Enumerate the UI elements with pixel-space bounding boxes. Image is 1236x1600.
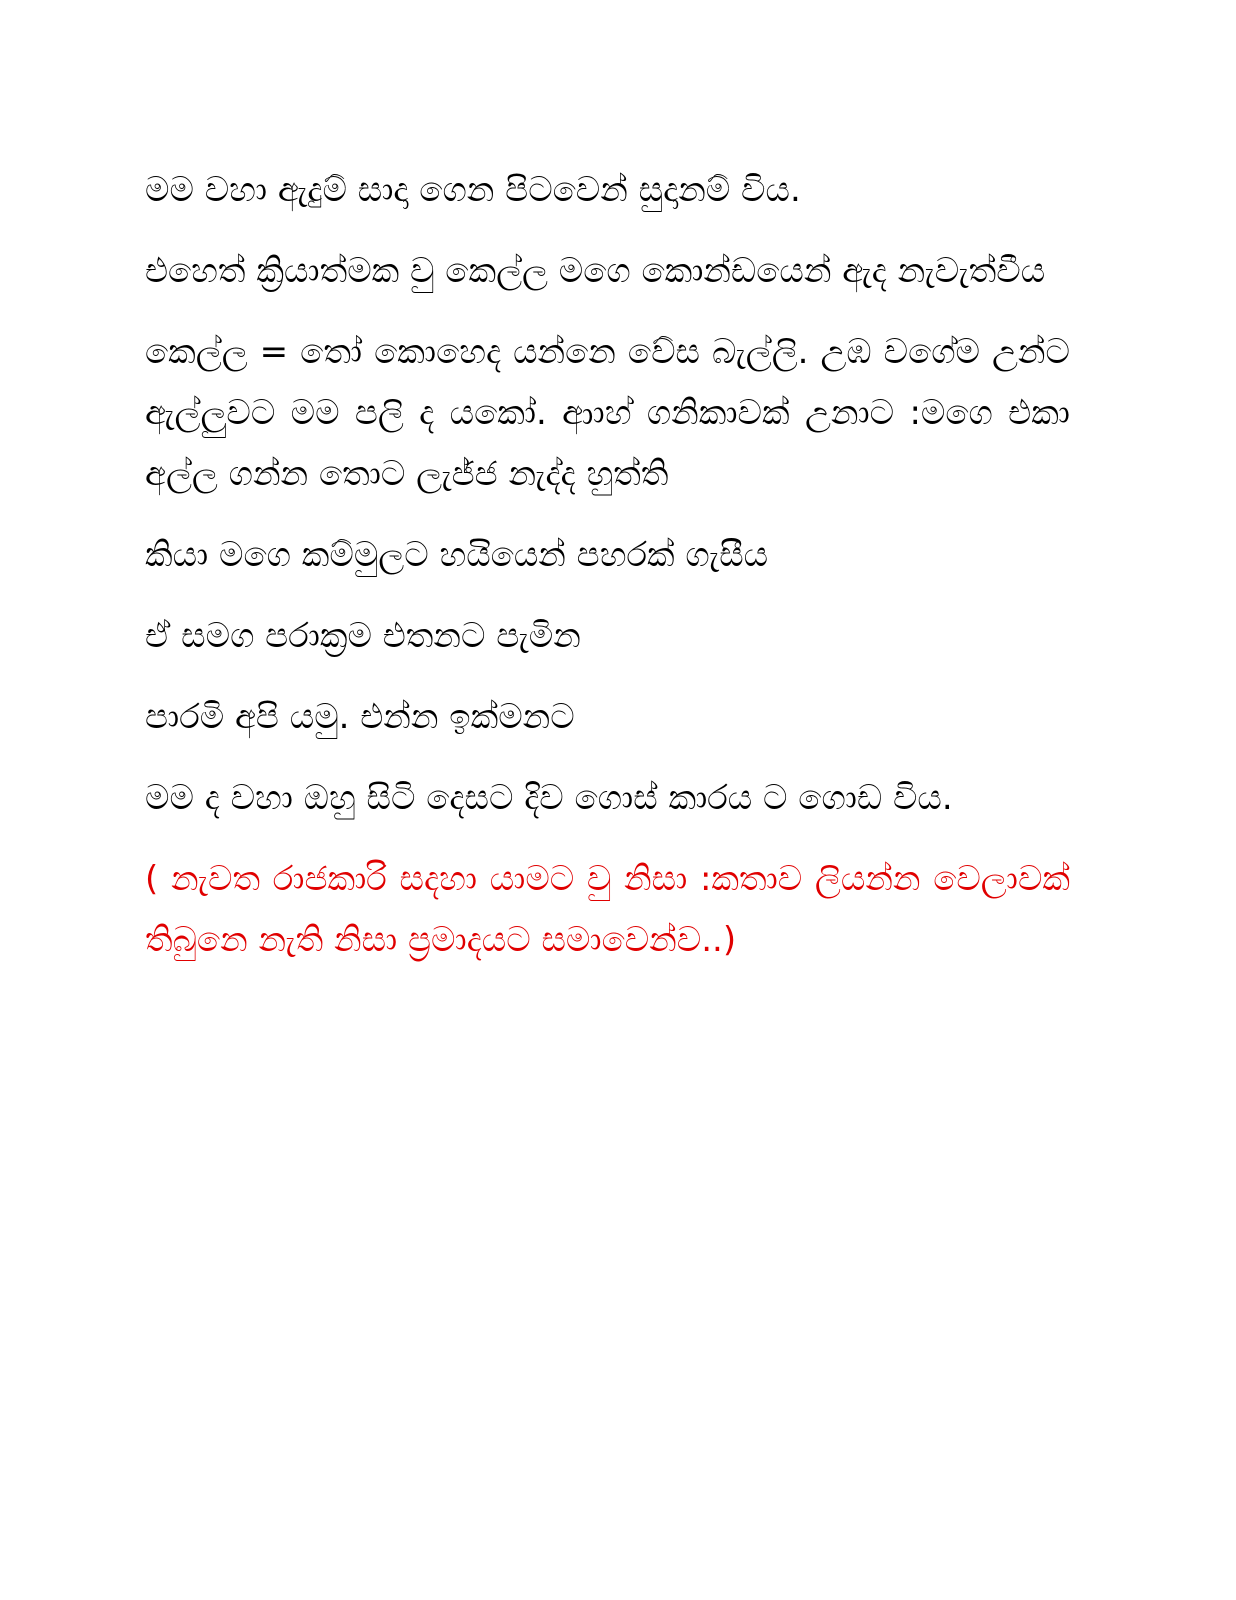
paragraph-5: ඒ සමග පරාක්‍රම එතනට පැමින <box>145 616 581 656</box>
document-body <box>145 160 1070 991</box>
paragraph-4: කියා මගෙ කම්මුලට හයියෙන් පහරක් ගැසීය <box>145 535 769 575</box>
paragraph-7: මම ද වහා ඔහු සිටි දෙසට දිව ගොස් කාරය ට ගොඩ විය. <box>145 778 953 818</box>
author-note: ( නැවත රාජකාරි සදහා යාමට වු නිසා ꞉කතාව ලියන්න වෙලාවක් තිබුනෙ නැති නිසා ප්‍රමාදයට සමාවෙන්ව..) <box>145 859 1070 960</box>
paragraph-2: එහෙත් ක්‍රියාත්මක වු කෙල්ල මගෙ කොන්ඩයෙන් ඇද නැවැත්වීය <box>145 251 1046 291</box>
paragraph-3: කෙල්ල = තෝ කොහෙද යන්නෙ වේස බැල්ලි. උඹ වගේම උන්ට ඇල්ලුවට මම පලි ද යකෝ. ආාහ් ගනිකාවක් උනාට ꞉මගෙ එකා අල්ල ගන්න තොට ලැජ්ජ නැද්ද හුත්ති <box>145 332 1070 494</box>
paragraph-6: පාරමි අපි යමු. එන්න ඉක්මනට <box>145 697 575 737</box>
paragraph-1: මම වහා ඇදුම් සාදා ගෙන පිටවෙන් සුදානම් විය. <box>145 170 801 210</box>
